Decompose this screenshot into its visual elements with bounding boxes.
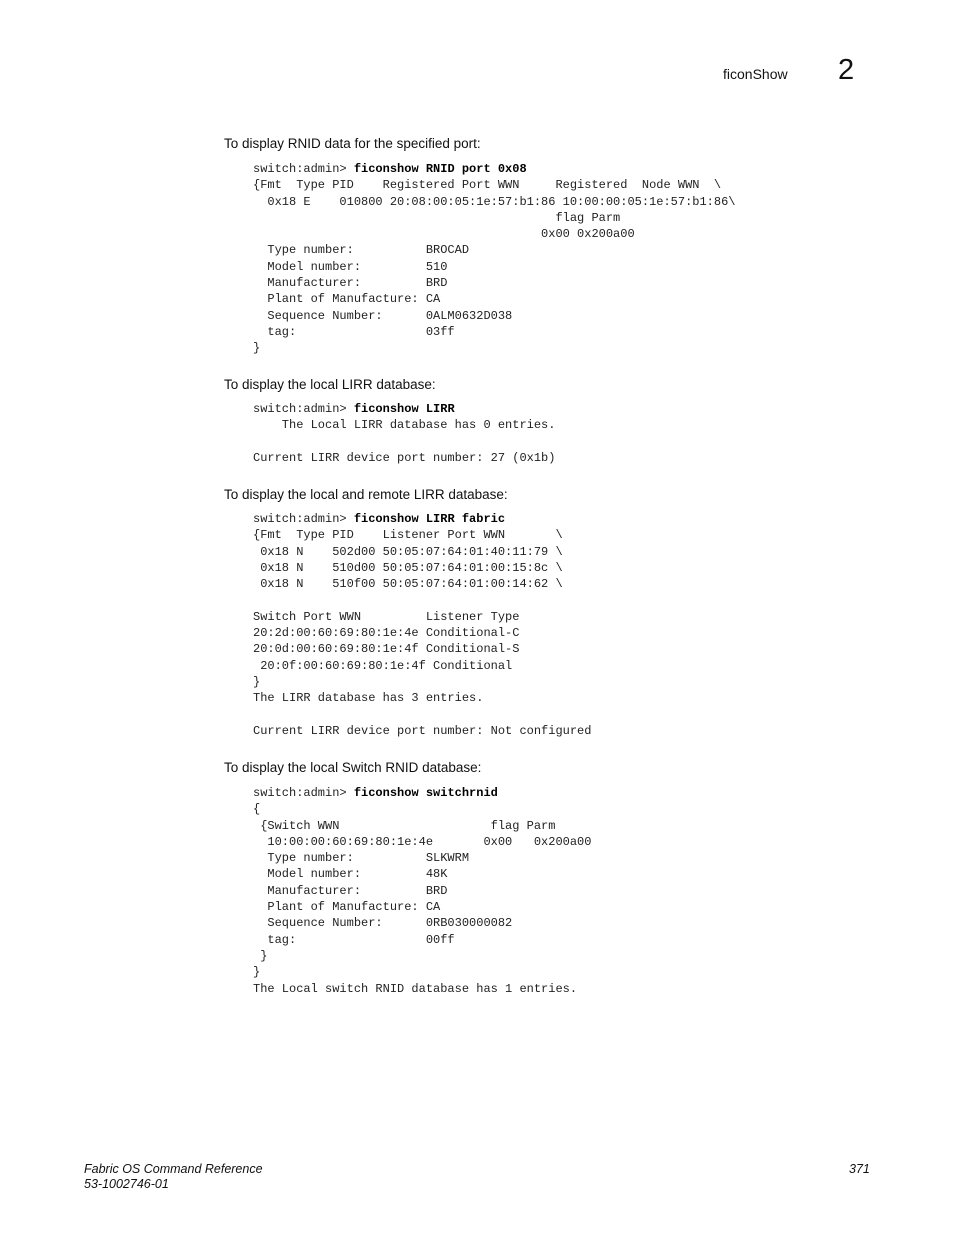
code-block [253,785,591,997]
code-block [253,511,591,739]
prompt: switch:admin> [253,512,354,526]
command: ficonshow switchrnid [353,786,498,800]
command-output: {Fmt Type PID Registered Port WWN Registered Node WWN \ 0x18 E 010800 20:08:00:05:1e:57:b1:86 10:00:00:05:1e:57:b1:86\ flag Parm 0x00 0x200a00 Type number: BROCAD Model number: 510 Manufacturer: BRD Plant of Manufacture: CA Sequence Number: 0ALM0632D038 tag: 03ff } [253,178,736,356]
footer-doc-title: Fabric OS Command Reference [84,1162,263,1176]
command-output: { {Switch WWN flag Parm 10:00:00:60:69:80:1e:4e 0x00 0x200a00 Type number: SLKWRM Model number: 48K Manufacturer: BRD Plant of Manufacture: CA Sequence Number: 0RB030000082 tag: 00ff } } The Local switch RNID database has 1 entries. [253,802,592,996]
code-block [253,401,555,466]
command: ficonshow LIRR fabric [353,512,506,526]
footer-doc-number: 53-1002746-01 [84,1177,169,1191]
intro-text: To display the local LIRR database: [224,377,436,392]
intro-text: To display the local Switch RNID database: [224,760,482,775]
intro-text: To display RNID data for the specified port: [224,136,481,151]
command: ficonshow LIRR [353,402,455,416]
prompt: switch:admin> [253,162,354,176]
chapter-number: 2 [838,54,855,86]
prompt: switch:admin> [253,786,354,800]
prompt: switch:admin> [253,402,354,416]
footer-doc-info [84,1162,263,1192]
footer-page-number: 371 [849,1162,870,1176]
code-block [253,161,735,357]
section-title: ficonShow [723,66,788,82]
intro-text: To display the local and remote LIRR database: [224,487,508,502]
command-output: The Local LIRR database has 0 entries. Current LIRR device port number: 27 (0x1b) [253,418,556,465]
command: ficonshow RNID port 0x08 [353,162,527,176]
command-output: {Fmt Type PID Listener Port WWN \ 0x18 N 502d00 50:05:07:64:01:40:11:79 \ 0x18 N 510d00 50:05:07:64:01:00:15:8c \ 0x18 N 510f00 50:05:07:64:01:00:14:62 \ Switch Port WWN Listener Type 20:2d:00:60:69:80:1e:4e Conditional-C 20:0d:00:60:69:80:1e:4f Conditional-S 20:0f:00:60:69:80:1e:4f Conditional } The LIRR database has 3 entries. Current LIRR device port number: Not configured [253,528,592,738]
